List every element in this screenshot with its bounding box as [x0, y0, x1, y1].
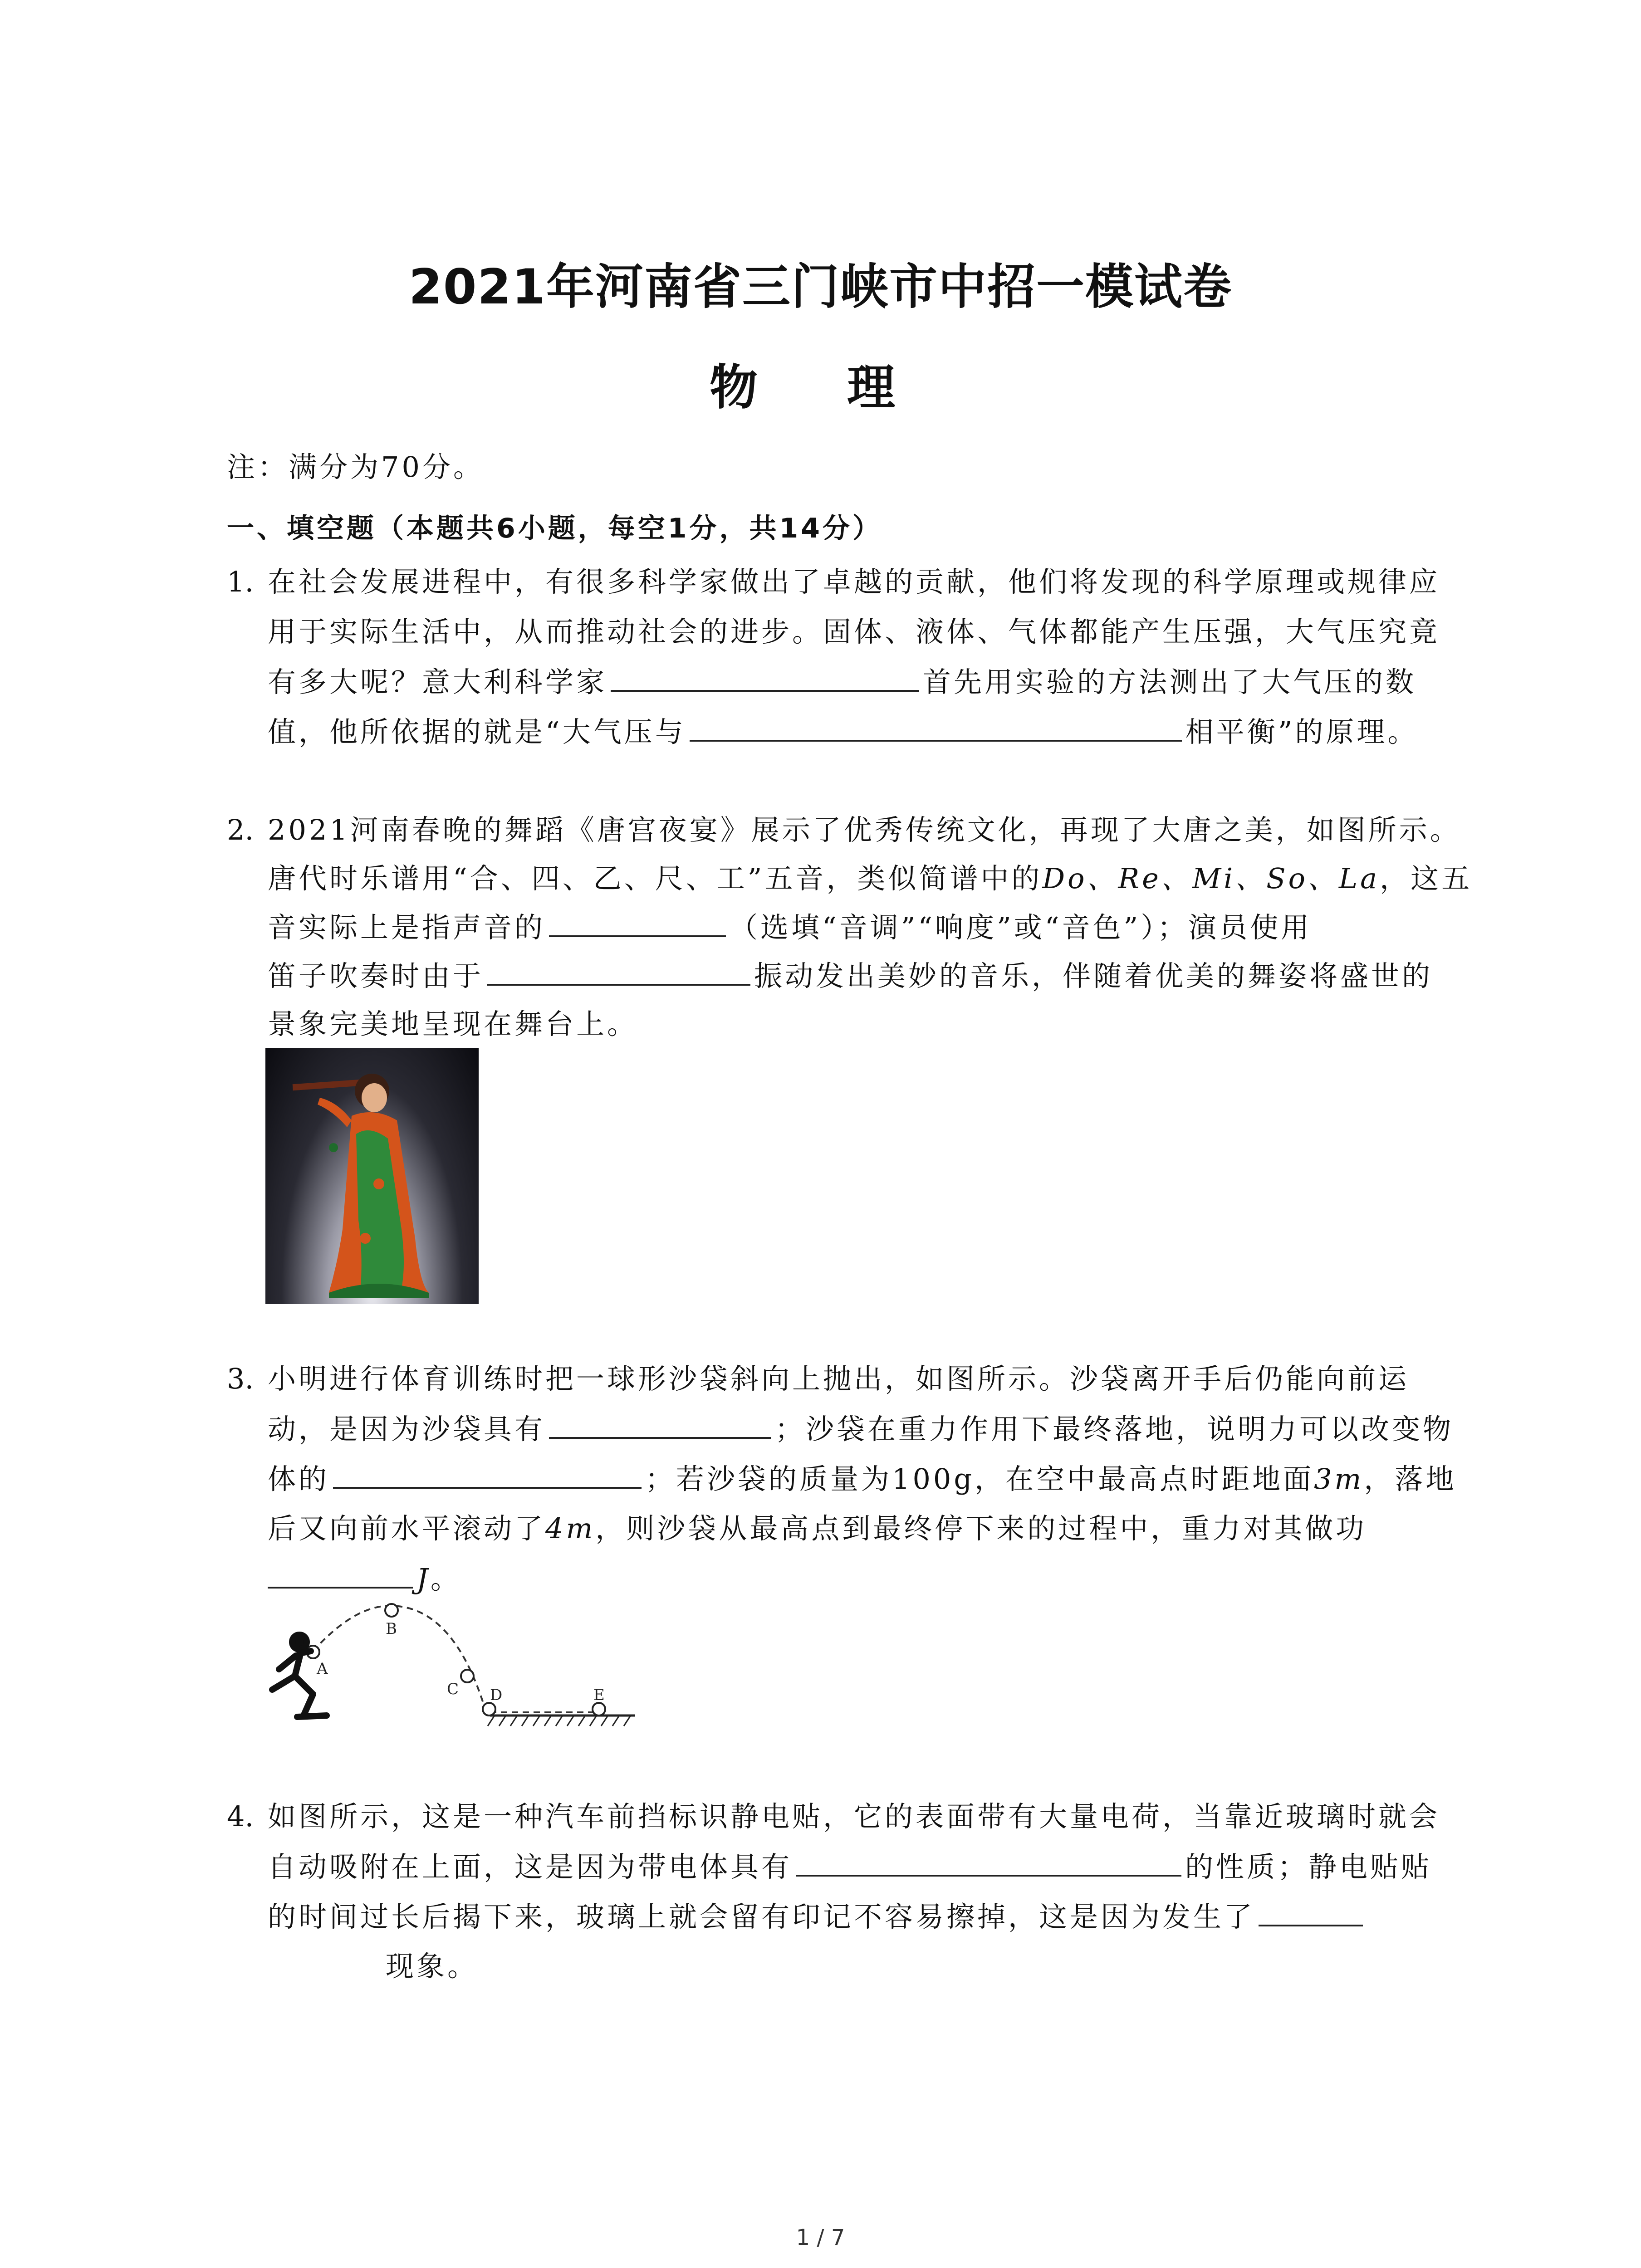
dancer-figure [265, 1048, 479, 1304]
q1-line3 [268, 664, 1416, 700]
sandbag-trajectory-diagram [263, 1597, 644, 1742]
dancer-photo [265, 1048, 479, 1304]
answer-blank[interactable] [333, 1461, 642, 1489]
q3-line4 [268, 1510, 1367, 1547]
q2-text: 笛子吹奏时由于 [268, 959, 484, 992]
point-label: D [490, 1686, 503, 1704]
q4-line4: 现象。 [386, 1950, 479, 1983]
q2-text: ，这五 [1380, 862, 1473, 895]
q2-text: 唐代时乐谱用“合、四、乙、尺、工”五音，类似简谱中的 [268, 862, 1043, 895]
score-note: 注：满分为70分。 [227, 450, 484, 484]
q1-line2: 用于实际生活中，从而推动社会的进步。固体、液体、气体都能产生压强，大气压究竟 [268, 615, 1440, 648]
point-label: B [386, 1620, 397, 1638]
q3-text: 动，是因为沙袋具有 [268, 1413, 546, 1446]
answer-blank[interactable] [268, 1560, 413, 1589]
q1-text: 有多大呢？意大利科学家 [268, 665, 607, 699]
q4-line1: 如图所示，这是一种汽车前挡标识静电贴，它的表面带有大量电荷，当靠近玻璃时就会 [268, 1800, 1440, 1833]
q2-line3 [268, 909, 1312, 946]
q1-line4 [268, 714, 1418, 750]
subject-title: 物 理 [710, 360, 931, 415]
question-number: 3. [227, 1362, 254, 1395]
q3-text: ，在空中最高点时距地面 [975, 1462, 1314, 1496]
q3-line1: 小明进行体育训练时把一球形沙袋斜向上抛出，如图所示。沙袋离开手后仍能向前运 [268, 1362, 1410, 1395]
q3-text: 后又向前水平滚动了 [268, 1512, 546, 1545]
page-number: 1 / 7 [796, 2225, 845, 2250]
point-label: E [593, 1686, 605, 1704]
answer-blank[interactable] [549, 1411, 771, 1439]
q3-text: ，则沙袋从最高点到最终停下来的过程中，重力对其做功 [595, 1512, 1367, 1545]
q3-text: ；若沙袋的质量为 [645, 1462, 892, 1496]
q3-value: 4m [545, 1512, 596, 1545]
q2-line5: 景象完美地呈现在舞台上。 [268, 1007, 638, 1041]
q3-value: 3m [1314, 1462, 1364, 1496]
q3-unit: J [416, 1562, 431, 1595]
q1-line1: 在社会发展进程中，有很多科学家做出了卓越的贡献，他们将发现的科学原理或规律应 [268, 565, 1440, 598]
q3-text: 。 [430, 1562, 461, 1595]
answer-blank[interactable] [690, 714, 1182, 742]
answer-blank[interactable] [796, 1848, 1181, 1877]
q4-text: 自动吸附在上面，这是因为带电体具有 [268, 1850, 793, 1883]
q3-line3 [268, 1461, 1456, 1497]
q3-line5 [268, 1560, 461, 1597]
answer-blank[interactable] [549, 909, 726, 937]
answer-blank[interactable] [1259, 1898, 1363, 1926]
q2-text: （选填“音调”“响度”或“音色”）；演员使用 [730, 911, 1312, 944]
point-label: C [447, 1680, 459, 1698]
q1-text: 首先用实验的方法测出了大气压的数 [923, 665, 1417, 699]
q3-value: 100g [892, 1462, 975, 1496]
q2-line1: 2021河南春晚的舞蹈《唐宫夜宴》展示了优秀传统文化，再现了大唐之美，如图所示。 [268, 813, 1461, 846]
point-label: A [317, 1660, 328, 1678]
answer-blank[interactable] [487, 958, 750, 986]
q3-text: ，落地 [1364, 1462, 1457, 1496]
q2-text: 振动发出美妙的音乐，伴随着优美的舞姿将盛世的 [754, 959, 1433, 992]
q1-text: 相平衡”的原理。 [1185, 715, 1419, 748]
q3-text: ；沙袋在重力作用下最终落地，说明力可以改变物 [775, 1413, 1454, 1446]
q3-line2 [268, 1411, 1454, 1447]
exam-title: 2021年河南省三门峡市中招一模试卷 [408, 259, 1233, 315]
answer-blank[interactable] [611, 664, 919, 692]
q4-text: 的时间过长后揭下来，玻璃上就会留有印记不容易擦掉，这是因为发生了 [268, 1900, 1255, 1933]
q4-text: 的性质；静电贴贴 [1185, 1850, 1432, 1883]
question-number: 1. [227, 565, 254, 598]
q2-line4 [268, 958, 1433, 994]
question-number: 2. [227, 813, 254, 846]
q1-text: 值，他所依据的就是“大气压与 [268, 715, 686, 748]
question-number: 4. [227, 1800, 254, 1833]
q2-text: 音实际上是指声音的 [268, 911, 546, 944]
q3-text: 体的 [268, 1462, 330, 1496]
section-heading: 一、填空题（本题共6小题，每空1分，共14分） [227, 513, 882, 544]
q2-line2 [268, 860, 1472, 897]
q4-line3 [268, 1898, 1367, 1935]
q4-line2 [268, 1848, 1432, 1885]
q2-notes: Do、Re、Mi、So、La [1042, 862, 1380, 895]
